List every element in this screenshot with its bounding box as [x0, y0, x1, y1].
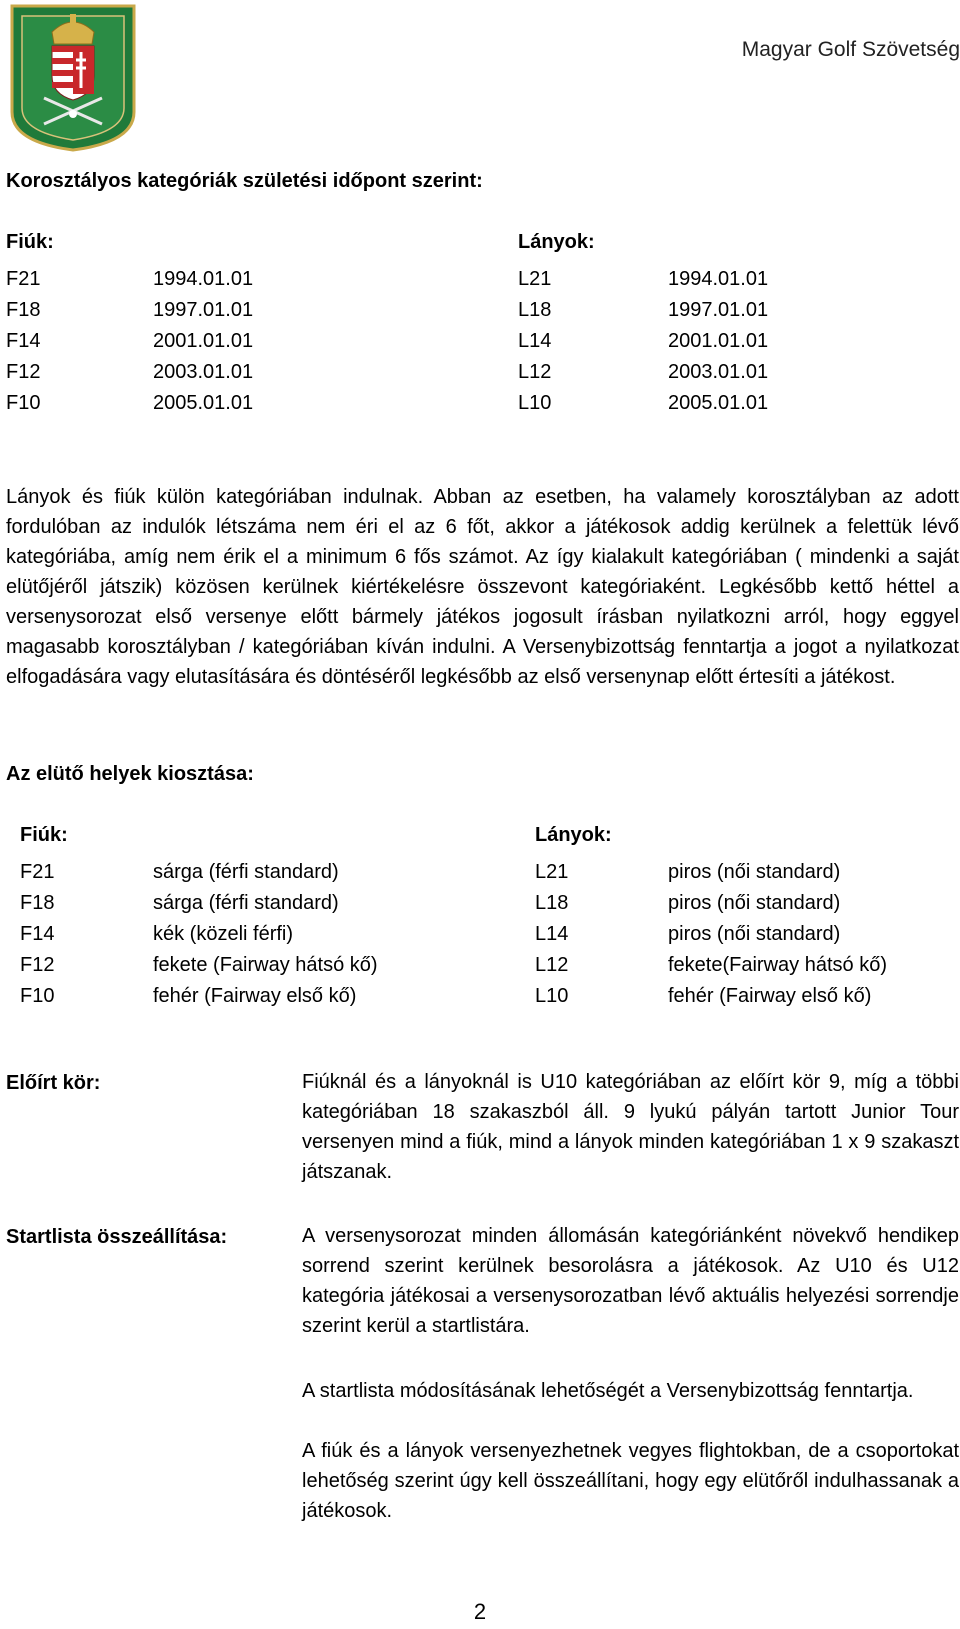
age-row-girl: L12 [518, 361, 552, 383]
age-date-girl: 2001.01.01 [668, 330, 769, 352]
age-date-girl: 2005.01.01 [668, 392, 769, 414]
age-row-girl: L21 [518, 268, 552, 290]
age-date-boy: 2001.01.01 [153, 330, 254, 352]
startlist-text-3: A fiúk és a lányok versenyezhetnek vegyes flightokban, de a csoportokat lehetőség szerint úgy kell összeállítani, hogy egy elütőről indulhassanak a játékosok. [302, 1440, 959, 1522]
tee-row-girl: L18 [535, 892, 569, 914]
age-date-girl: 1994.01.01 [668, 268, 769, 290]
tee-girls-heading: Lányok: [535, 824, 612, 846]
tee-row-boy: F18 [20, 892, 55, 914]
startlist-label: Startlista összeállítása: [6, 1226, 228, 1248]
tee-row-boy: F10 [20, 985, 55, 1007]
federation-logo [8, 2, 138, 152]
tee-row-girl: L14 [535, 923, 569, 945]
age-row-girl: L18 [518, 299, 552, 321]
tee-boy-value: fekete (Fairway hátsó kő) [153, 954, 378, 976]
tee-row-girl: L21 [535, 861, 569, 883]
age-row-boy: F18 [6, 299, 41, 321]
tee-row-girl: L10 [535, 985, 569, 1007]
age-date-girl: 2003.01.01 [668, 361, 769, 383]
age-row-boy: F21 [6, 268, 41, 290]
tee-row-boy: F14 [20, 923, 55, 945]
startlist-text-1: A versenysorozat minden állomásán kategóriánként növekvő hendikep sorrend szerint kerülnek besorolásra a játékosok. Az U10 és U12 kategória játékosai a versenysorozatban lévő aktuális helyezési sorrendje szerint kerül a startlistára. [302, 1225, 959, 1337]
tee-section-title: Az elütő helyek kiosztása: [6, 763, 254, 785]
tee-boy-value: sárga (férfi standard) [153, 861, 339, 883]
boys-heading: Fiúk: [6, 231, 54, 253]
tee-row-boy: F21 [20, 861, 55, 883]
age-date-girl: 1997.01.01 [668, 299, 769, 321]
tee-girl-value: fehér (Fairway első kő) [668, 985, 872, 1007]
tee-girl-value: piros (női standard) [668, 861, 841, 883]
tee-boy-value: sárga (férfi standard) [153, 892, 339, 914]
age-date-boy: 1994.01.01 [153, 268, 254, 290]
tee-row-boy: F12 [20, 954, 55, 976]
tee-boy-value: fehér (Fairway első kő) [153, 985, 357, 1007]
rounds-text: Fiúknál és a lányoknál is U10 kategóriában az előírt kör 9, míg a többi kategóriában 18 szakaszból áll. 9 lyukú pályán tartott Junior Tour versenyen mind a fiúk, mind a lányok minden kategóriában 1 x 9 szakaszt játszanak. [302, 1071, 959, 1183]
age-section-title: Korosztályos kategóriák születési időpont szerint: [6, 170, 483, 192]
age-row-girl: L14 [518, 330, 552, 352]
age-date-boy: 1997.01.01 [153, 299, 254, 321]
page-number: 2 [473, 1599, 487, 1624]
age-date-boy: 2003.01.01 [153, 361, 254, 383]
tee-boys-heading: Fiúk: [20, 824, 68, 846]
age-date-boy: 2005.01.01 [153, 392, 254, 414]
age-rules-paragraph: Lányok és fiúk külön kategóriában indulnak. Abban az esetben, ha valamely korosztályban az adott fordulóban az indulók létszáma nem éri el az 6 főt, akkor a játékosok addig kerülnek a felettük lévő kategóriába, amíg nem érik el a minimum 6 fős számot. Az így kialakult kategóriában ( mindenki a saját elütőjéről játszik) közösen kerülnek kiértékelésre összevont kategóriaként. Legkésőbb kettő héttel a versenysorozat első versenye előtt bármely játékos jogosult írásban nyilatkozni arról, hogy eggyel magasabb korosztályban / kategóriában kíván indulni. A Versenybizottság fenntartja a jogot a nyilatkozat elfogadására vagy elutasítására és döntéséről legkésőbb az első versenynap előtt értesíti a játékost. [6, 486, 959, 688]
tee-row-girl: L12 [535, 954, 569, 976]
tee-girl-value: fekete(Fairway hátsó kő) [668, 954, 887, 976]
age-row-girl: L10 [518, 392, 552, 414]
tee-girl-value: piros (női standard) [668, 923, 841, 945]
startlist-text-2: A startlista módosításának lehetőségét a Versenybizottság fenntartja. [302, 1380, 914, 1402]
federation-crest-icon [8, 2, 138, 152]
age-row-boy: F10 [6, 392, 41, 414]
tee-girl-value: piros (női standard) [668, 892, 841, 914]
age-row-boy: F12 [6, 361, 41, 383]
tee-boy-value: kék (közeli férfi) [153, 923, 294, 945]
age-row-boy: F14 [6, 330, 41, 352]
organization-name: Magyar Golf Szövetség [741, 38, 960, 61]
girls-heading: Lányok: [518, 231, 595, 253]
rounds-label: Előírt kör: [6, 1072, 101, 1094]
